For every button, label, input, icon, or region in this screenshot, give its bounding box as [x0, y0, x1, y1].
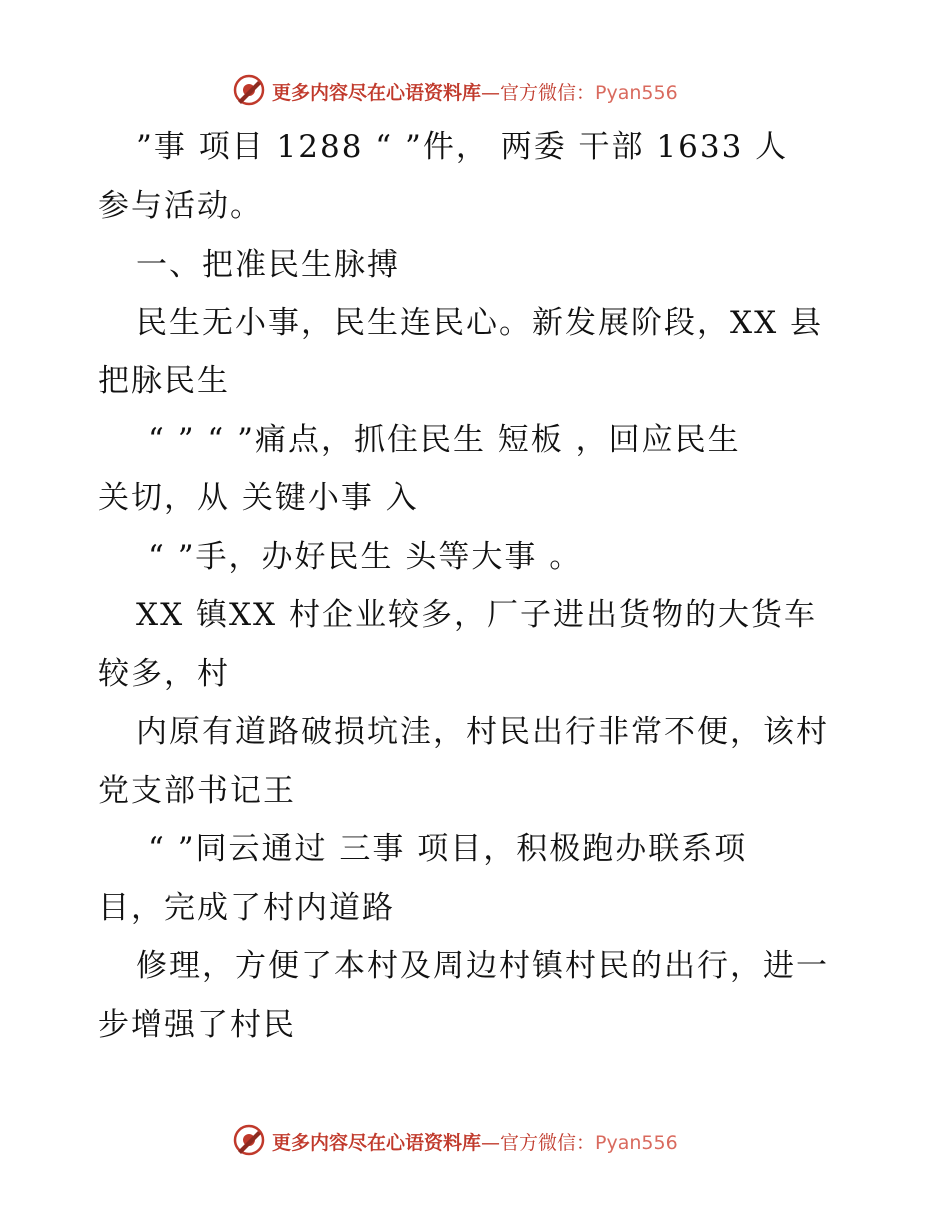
- watermark-text: [272, 1128, 678, 1155]
- body-line: 党支部书记王: [98, 773, 296, 809]
- body-line: 关切，从 关键小事 入: [98, 480, 419, 516]
- section-heading: 一、把准民生脉搏: [136, 247, 400, 283]
- body-line: “ ”手，办好民生 头等大事 。: [148, 539, 583, 575]
- body-line: ”事 项目 1288 “ ”件， 两委 干部 1633 人: [136, 129, 789, 165]
- watermark-wechat-label: 官方微信：: [500, 1132, 596, 1154]
- watermark-wechat-id: Pyan556: [595, 82, 678, 104]
- body-line: XX 镇XX 村企业较多，厂子进出货物的大货车: [136, 597, 817, 633]
- watermark-main: 更多内容尽在心语资料库: [272, 1132, 482, 1154]
- pen-logo-icon: [232, 73, 266, 107]
- watermark-separator: —: [481, 82, 501, 104]
- body-line: 民生无小事，民生连民心。新发展阶段，XX 县: [136, 305, 823, 341]
- pen-logo-icon: [232, 1123, 266, 1157]
- header-watermark: [0, 70, 950, 110]
- footer-watermark: [0, 1120, 950, 1160]
- body-line: 目，完成了村内道路: [98, 890, 395, 926]
- watermark-wechat-label: 官方微信：: [500, 82, 596, 104]
- body-line: 步增强了村民: [98, 1007, 296, 1043]
- body-line: 参与活动。: [98, 188, 263, 224]
- body-line: “ ” “ ”痛点，抓住民生 短板 ，回应民生: [148, 422, 741, 458]
- body-line: 较多，村: [98, 656, 230, 692]
- watermark-main: 更多内容尽在心语资料库: [272, 82, 482, 104]
- body-line: 修理，方便了本村及周边村镇村民的出行，进一: [136, 948, 829, 984]
- body-line: 内原有道路破损坑洼，村民出行非常不便，该村: [136, 714, 829, 750]
- body-line: 把脉民生: [98, 363, 230, 399]
- watermark-separator: —: [481, 1132, 501, 1154]
- watermark-text: [272, 78, 678, 105]
- watermark-wechat-id: Pyan556: [595, 1132, 678, 1154]
- body-line: “ ”同云通过 三事 项目，积极跑办联系项: [148, 831, 748, 867]
